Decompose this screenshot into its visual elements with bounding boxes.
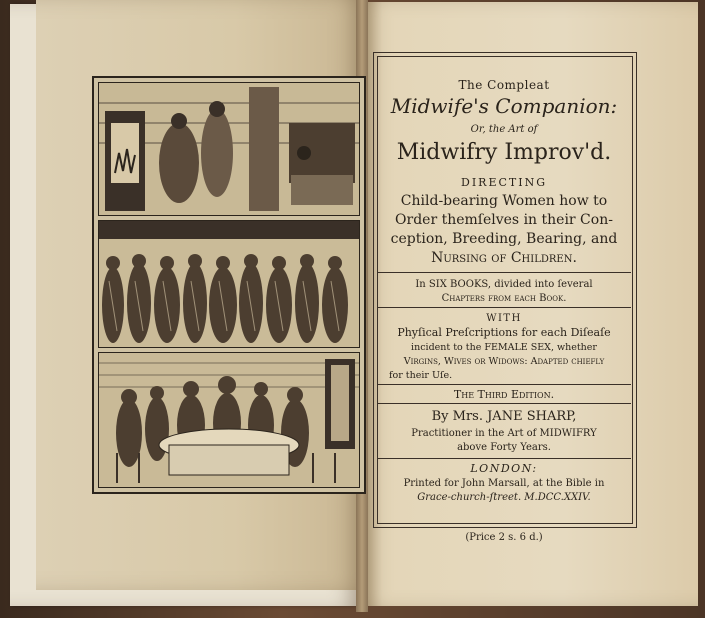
- place-line: LONDON:: [470, 462, 538, 475]
- rule-1: [377, 272, 631, 273]
- author-years-line: above Forty Years.: [457, 442, 551, 453]
- prescriptions-line-3: Virgins, Wives or Widows: Adapted chiefly: [403, 356, 605, 367]
- title-line-companion: Midwife's Companion:: [390, 94, 618, 118]
- subtitle-line-3: ception, Breeding, Bearing, and: [390, 231, 618, 247]
- procession-scene-panel: [98, 220, 360, 348]
- rule-3: [377, 384, 631, 385]
- title-line-directing: DIRECTING: [461, 176, 547, 189]
- author-credential-line: Practitioner in the Art of MIDWIFRY: [411, 428, 597, 439]
- banquet-scene-panel: [98, 352, 360, 488]
- frontispiece-woodcut: [92, 76, 366, 494]
- rule-4: [377, 403, 631, 404]
- price-line: (Price 2 s. 6 d.): [465, 532, 543, 543]
- prescriptions-line-2: incident to the FEMALE SEX, whether: [411, 342, 597, 353]
- subtitle-line-4: Nurſing of Children.: [431, 250, 577, 266]
- title-line-compleat: The Compleat: [458, 78, 550, 92]
- edition-line: The Third Edition.: [453, 388, 555, 401]
- title-line-midwifry: Midwifry Improv'd.: [396, 140, 612, 165]
- prescriptions-line-4: for their Uſe.: [389, 370, 453, 381]
- imprint-line-2: Grace-church-ſtreet. M.DCC.XXIV.: [417, 492, 591, 503]
- title-line-art-of: Or, the Art of: [470, 124, 538, 135]
- rule-2: [377, 307, 631, 308]
- rule-5: [377, 458, 631, 459]
- author-line: By Mrs. JANE SHARP,: [431, 409, 577, 424]
- books-line-2: Chapters from each Book.: [441, 293, 567, 304]
- with-line: WITH: [486, 313, 522, 324]
- subtitle-line-2: Order themſelves in their Con-: [395, 212, 613, 228]
- subtitle-line-1: Child-bearing Women how to: [400, 193, 608, 209]
- books-line-1: In SIX BOOKS, divided into ſeveral: [415, 279, 593, 290]
- birth-scene-panel: [98, 82, 360, 216]
- prescriptions-line-1: Phyſical Preſcriptions for each Diſeaſe: [397, 326, 611, 339]
- imprint-line-1: Printed for John Marsall, at the Bible in: [403, 478, 605, 489]
